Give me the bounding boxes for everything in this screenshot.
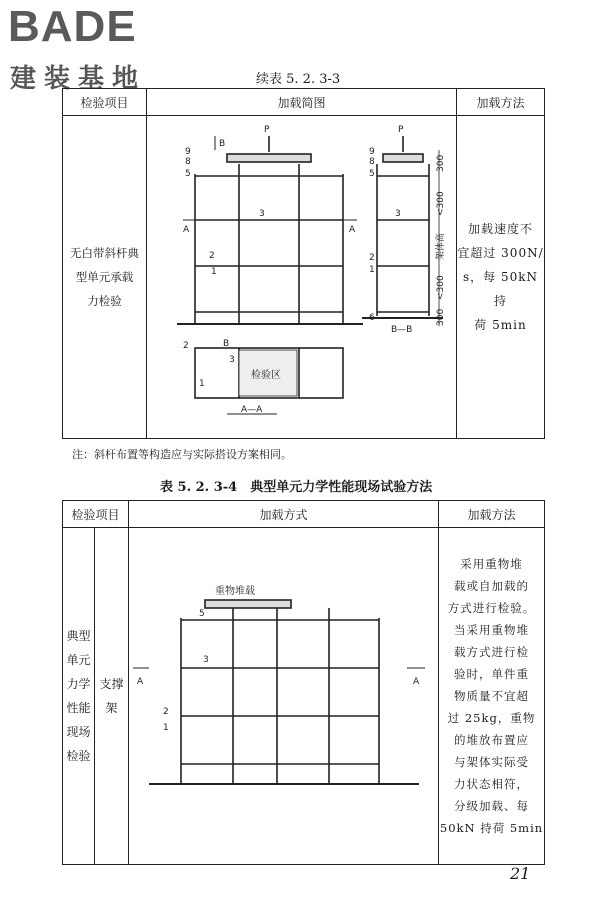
table2-diagram-cell xyxy=(129,528,439,865)
logo-brand: BADE xyxy=(8,2,137,51)
table2-item-line: 力学 xyxy=(66,677,91,691)
table2-method-line: 力状态相符， xyxy=(454,777,530,791)
diagram-n1: 1 xyxy=(211,267,217,277)
diagram2-section-a-right: A xyxy=(413,677,420,687)
diagram-load-label-side: P xyxy=(398,125,404,135)
diagram2-n2: 2 xyxy=(163,707,169,717)
table2-method-line: 的堆放布置应 xyxy=(454,733,530,747)
table2-title: 表 5. 2. 3-4 典型单元力学性能现场试验方法 xyxy=(160,480,433,495)
table1-header-diagram: 加载简图 xyxy=(147,89,457,116)
table2-method-line: 采用重物堆 xyxy=(460,557,523,571)
table2-item-line: 检验 xyxy=(66,749,91,763)
table2-method-line: 分级加载、每 xyxy=(454,799,530,813)
table1-note: 注：斜杆布置等构造应与实际搭设方案相同。 xyxy=(72,448,292,461)
table1-title: 续表 5. 2. 3-3 xyxy=(256,72,341,87)
table1-method-line: 荷 5min xyxy=(474,318,527,332)
table2-header-method: 加载方法 xyxy=(439,501,545,528)
table1-method-cell xyxy=(457,116,545,439)
diagram-caption-aa: A—A xyxy=(241,405,263,415)
diagram-side-n2: 2 xyxy=(369,253,375,263)
scaffold-load-diagram xyxy=(147,116,457,438)
diagram2-n5: 5 xyxy=(199,609,205,619)
diagram-dim-300-bottom: 300 xyxy=(436,308,446,326)
diagram-n5: 5 xyxy=(185,169,191,179)
diagram-plan-b: B xyxy=(223,339,230,349)
diagram-frame-height: 架体高 xyxy=(436,232,446,260)
diagram-plan-n1: 1 xyxy=(199,379,205,389)
diagram2-n3: 3 xyxy=(203,655,209,665)
table2-method-line: 50kN 持荷 5min xyxy=(439,821,544,835)
diagram-plan-n3: 3 xyxy=(229,355,235,365)
table2-method-line: 与架体实际受 xyxy=(454,755,530,769)
table1-method-line: 宜超过 300N/ xyxy=(457,246,544,260)
diagram-caption-bb: B—B xyxy=(391,325,413,335)
table1-item-cell xyxy=(63,116,147,439)
table2-method-line: 当采用重物堆 xyxy=(454,623,530,637)
diagram-side-n1: 1 xyxy=(369,265,375,275)
table2-method-line: 载或自加载的 xyxy=(454,579,530,593)
table2-header-item: 检验项目 xyxy=(63,501,129,528)
table2 xyxy=(62,500,545,865)
table1-item-line: 力检验 xyxy=(87,294,122,308)
table2-item-line: 现场 xyxy=(66,725,91,739)
diagram2-section-a-left: A xyxy=(137,677,144,687)
table2-item-cell xyxy=(63,528,95,865)
table2-item-line: 单元 xyxy=(66,653,91,667)
table2-header-mode: 加载方式 xyxy=(129,501,439,528)
table2-method-cell xyxy=(439,528,545,865)
table1-header-method: 加载方法 xyxy=(457,89,545,116)
diagram-dim-lt300-top: <300 xyxy=(436,191,446,216)
diagram-side-n3: 3 xyxy=(395,209,401,219)
diagram-section-b-label: B xyxy=(219,139,226,149)
diagram-side-n8: 8 xyxy=(369,157,375,167)
diagram-side-n6: 6 xyxy=(369,313,375,323)
table1-item-line: 无白带斜杆典 xyxy=(70,246,139,260)
diagram2-heavy-load: 重物堆载 xyxy=(215,586,256,597)
table1-header-item: 检验项目 xyxy=(63,89,147,116)
table2-method-line: 物质量不宜超 xyxy=(454,689,530,703)
logo-subtitle: 建装基地 xyxy=(10,64,147,94)
diagram-n8: 8 xyxy=(185,157,191,167)
diagram-n9: 9 xyxy=(185,147,191,157)
table1-method-line: s，每 50kN 持 xyxy=(462,270,538,308)
table1-item-line: 型单元承载 xyxy=(75,270,134,284)
table2-subitem-line: 架 xyxy=(105,701,118,715)
table2-subitem-cell xyxy=(95,528,129,865)
logo xyxy=(6,2,176,94)
diagram-dim-lt300-bottom: <300 xyxy=(436,275,446,300)
table2-method-line: 方式进行检验。 xyxy=(447,601,536,615)
diagram2-n1: 1 xyxy=(163,723,169,733)
table1-method-line: 加载速度不 xyxy=(467,222,533,236)
diagram-inspection-zone: 检验区 xyxy=(251,370,281,381)
table2-item-line: 性能 xyxy=(66,701,91,715)
table2-method-line: 载方式进行检 xyxy=(454,645,530,659)
table2-subitem-line: 支撑 xyxy=(99,677,124,691)
table2-method-line: 过 25kg，重物 xyxy=(447,711,536,725)
table1-diagram-cell xyxy=(147,116,457,439)
diagram-side-n9: 9 xyxy=(369,147,375,157)
heavy-load-diagram xyxy=(129,528,439,864)
diagram-dim-300-top: 300 xyxy=(436,154,446,172)
table1 xyxy=(62,88,545,439)
diagram-section-a-left: A xyxy=(183,225,190,235)
table2-item-line: 典型 xyxy=(66,629,91,643)
diagram-side-n5: 5 xyxy=(369,169,375,179)
page-number: 21 xyxy=(510,864,531,883)
diagram-load-label: P xyxy=(264,125,270,135)
diagram-section-a-right: A xyxy=(349,225,356,235)
diagram-plan-n2: 2 xyxy=(183,341,189,351)
table2-method-line: 验时，单件重 xyxy=(454,667,530,681)
diagram-n2: 2 xyxy=(209,251,215,261)
diagram-n3: 3 xyxy=(259,209,265,219)
